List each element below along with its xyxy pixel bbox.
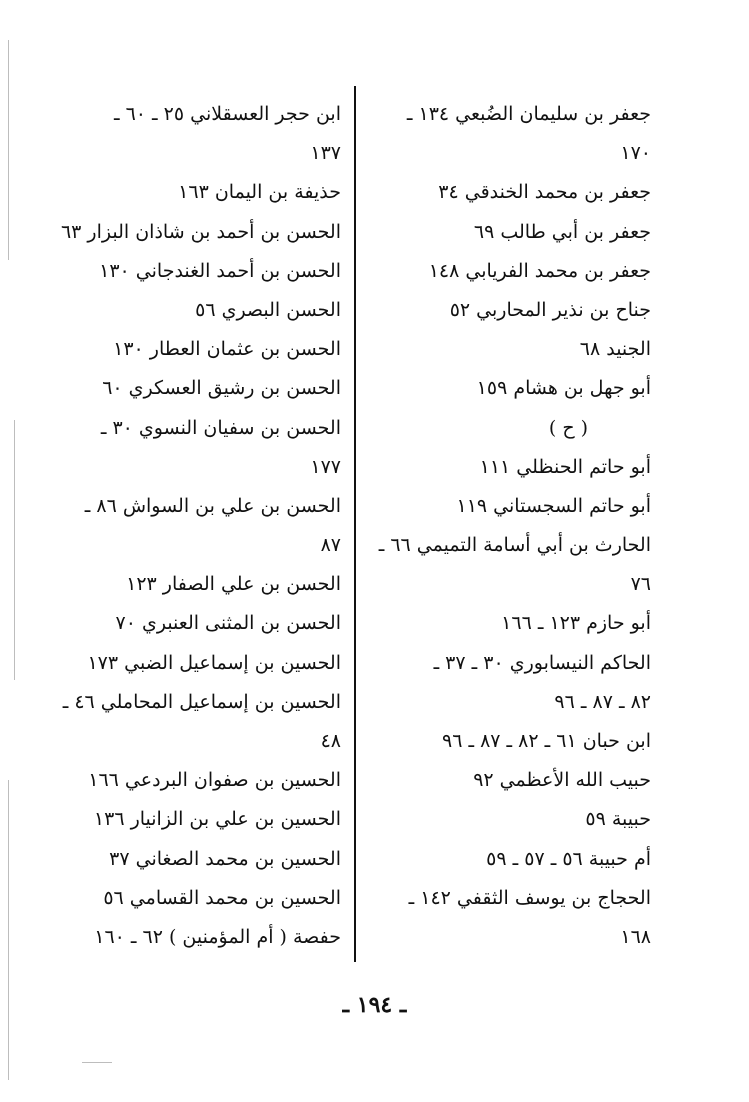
scan-speck [14, 420, 15, 680]
index-entry: حذيفة بن اليمان ١٦٣ [178, 181, 341, 204]
index-entry: أبو جهل بن هشام ١٥٩ [476, 377, 651, 400]
index-entry: أبو حاتم السجستاني ١١٩ [456, 494, 651, 517]
index-entry-continuation: ٨٧ [320, 534, 341, 557]
index-entry: الحسن بن أحمد بن شاذان البزار ٦٣ [60, 220, 341, 243]
index-entry: الحسن بن علي الصفار ١٢٣ [126, 573, 341, 596]
index-entry: الحسن بن سفيان النسوي ٣٠ ـ [100, 416, 341, 439]
index-entry: الحسين بن محمد القسامي ٥٦ [103, 886, 341, 909]
index-entry: الحسين بن صفوان البردعي ١٦٦ [88, 769, 341, 792]
column-divider [354, 86, 356, 962]
index-entry-continuation: ٨٢ ـ ٨٧ ـ ٩٦ [554, 690, 651, 713]
index-entry: الحسن بن رشيق العسكري ٦٠ [102, 377, 341, 400]
index-entry: الحارث بن أبي أسامة التميمي ٦٦ ـ [378, 534, 651, 557]
index-entry: حبيبة ٥٩ [585, 808, 651, 831]
index-entry: الحجاج بن يوسف الثقفي ١٤٢ ـ [408, 886, 651, 909]
index-entry: أبو حاتم الحنظلي ١١١ [479, 455, 651, 478]
scan-footer-mark [82, 1062, 112, 1063]
index-column-left [41, 95, 341, 957]
index-entry: الجنيد ٦٨ [579, 338, 651, 361]
index-entry: الحسين بن علي بن الزانيار ١٣٦ [93, 808, 341, 831]
index-entry: ابن حجر العسقلاني ٢٥ ـ ٦٠ ـ [113, 103, 341, 125]
index-entry: حبيب الله الأعظمي ٩٢ [473, 769, 651, 792]
index-entry-continuation: ١٧٠ [620, 142, 651, 165]
scan-speck [8, 780, 9, 1080]
index-entry: الحسن بن علي بن السواش ٨٦ ـ [84, 494, 341, 517]
index-entry: أم حبيبة ٥٦ ـ ٥٧ ـ ٥٩ [486, 847, 651, 870]
index-entry: الحسن بن عثمان العطار ١٣٠ [113, 338, 341, 361]
index-entry: ابن حبان ٦١ ـ ٨٢ ـ ٨٧ ـ ٩٦ [442, 730, 651, 752]
index-entry: الحسين بن إسماعيل المحاملي ٤٦ ـ [62, 690, 341, 713]
index-entry: حفصة ( أم المؤمنين ) ٦٢ ـ ١٦٠ [94, 925, 341, 948]
index-entry-continuation: ١٧٧ [310, 455, 341, 478]
index-entry-continuation: ٧٦ [630, 573, 651, 596]
scan-speck [8, 40, 9, 260]
index-entry: أبو حازم ١٢٣ ـ ١٦٦ [501, 612, 651, 635]
section-letter-heading: ( ح ) [548, 416, 589, 439]
index-entry: الحسن بن أحمد الغندجاني ١٣٠ [99, 259, 341, 282]
index-entry: جعفر بن محمد الخندقي ٣٤ [438, 181, 651, 204]
index-entry: الحسين بن محمد الصغاني ٣٧ [109, 847, 341, 870]
index-entry: الحسن البصري ٥٦ [195, 298, 341, 321]
scan-margin-artifacts [0, 0, 30, 1102]
index-entry: الحسين بن إسماعيل الضبي ١٧٣ [87, 651, 341, 674]
index-entry: جناح بن نذير المحاربي ٥٢ [449, 298, 651, 321]
page-number: ـ ١٩٤ ـ [342, 992, 407, 1018]
index-entry: الحسن بن المثنى العنبري ٧٠ [115, 612, 341, 635]
index-entry: جعفر بن سليمان الضُبعي ١٣٤ ـ [406, 103, 651, 125]
index-entry-continuation: ٤٨ [320, 730, 341, 752]
index-entry-continuation: ١٦٨ [620, 925, 651, 948]
index-entry: الحاكم النيسابوري ٣٠ ـ ٣٧ ـ [433, 651, 651, 674]
index-entry-continuation: ١٣٧ [310, 142, 341, 165]
index-column-right [378, 95, 651, 957]
index-entry: جعفر بن أبي طالب ٦٩ [473, 220, 651, 243]
index-entry: جعفر بن محمد الفريابي ١٤٨ [428, 259, 651, 282]
